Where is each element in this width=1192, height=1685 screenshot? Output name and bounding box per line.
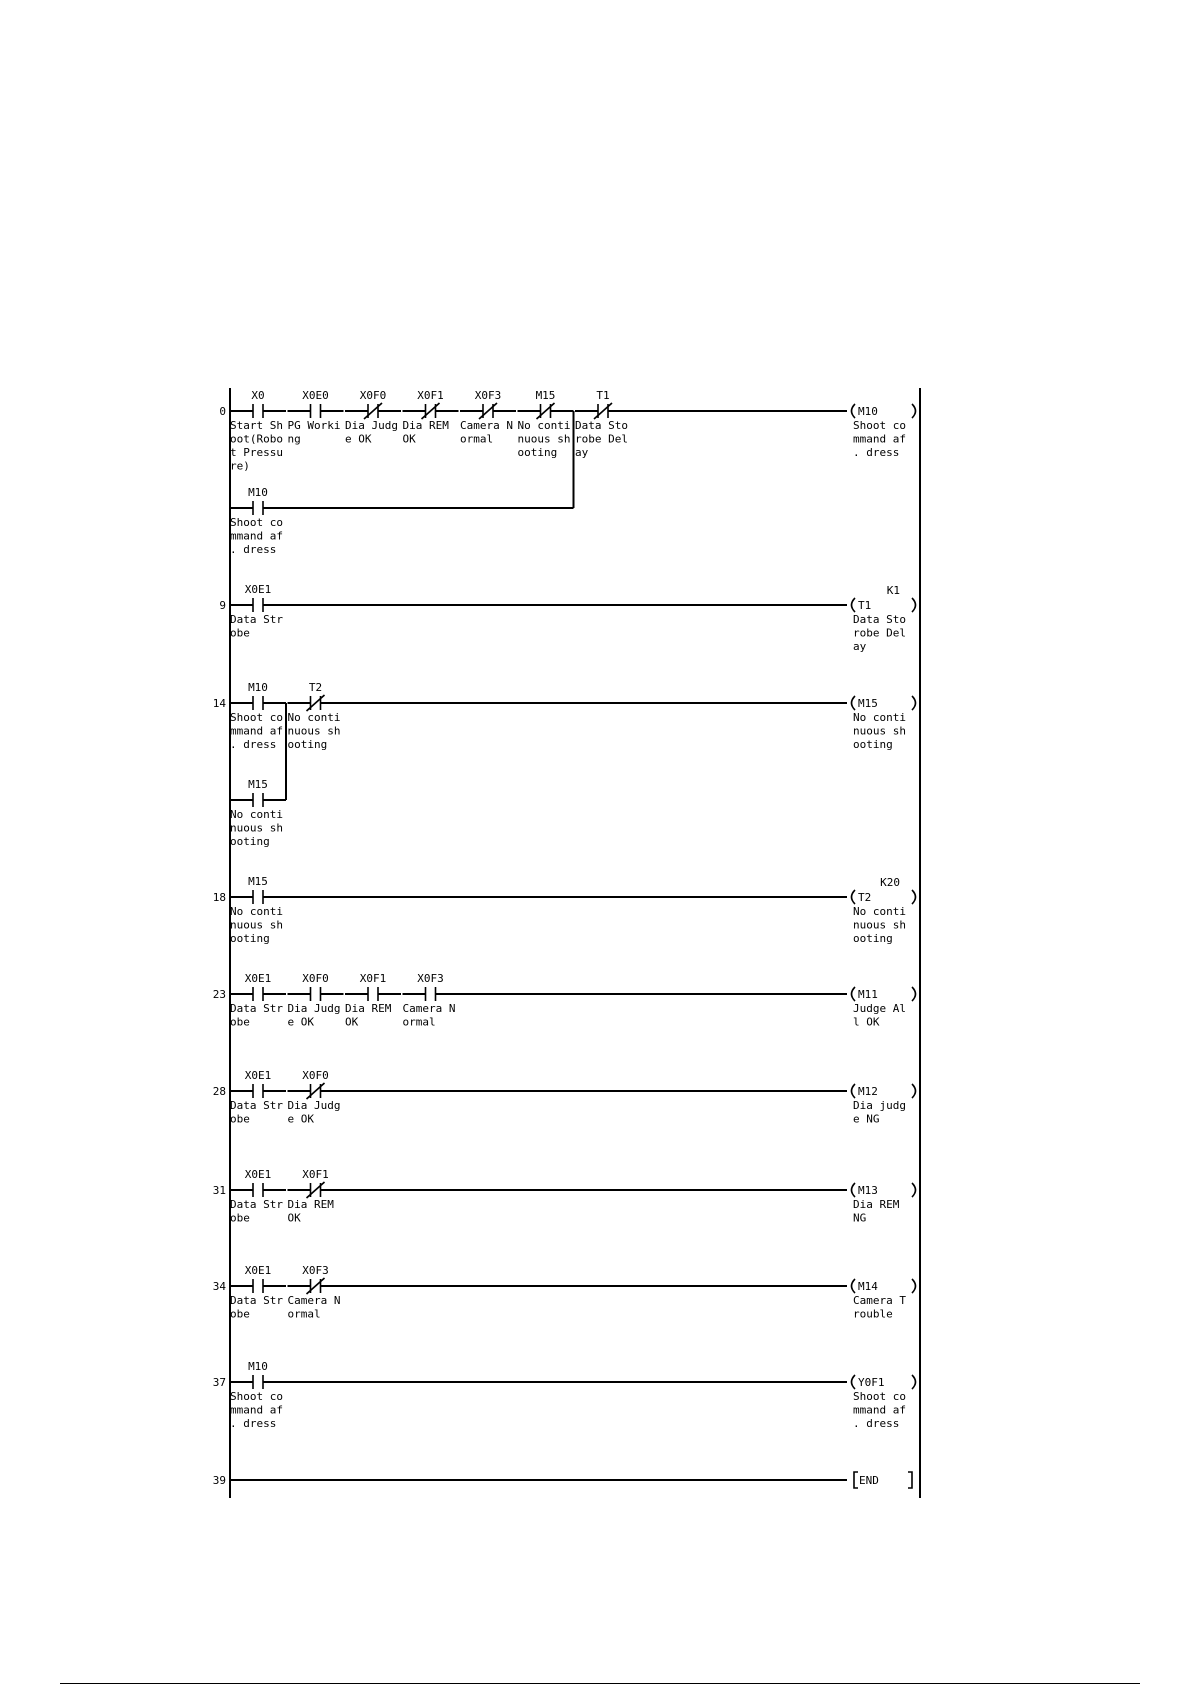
contact-address: M15 (535, 389, 556, 402)
contact-comment: Camera N (460, 419, 513, 432)
contact-comment: nuous sh (287, 724, 341, 738)
coil-address: T1 (858, 599, 872, 612)
coil-comment: l OK (853, 1015, 880, 1029)
coil-comment: ooting (853, 738, 893, 751)
contact-comment: No conti (230, 808, 283, 821)
coil-address: M15 (858, 697, 878, 710)
coil-comment: Shoot co (853, 1390, 906, 1403)
contact-comment: . dress (230, 1417, 277, 1430)
coil-comment: ay (853, 640, 867, 653)
contact-address: X0F1 (302, 1168, 329, 1181)
contact-comment: re) (230, 459, 250, 473)
coil-right-bracket (912, 987, 916, 1001)
contact-comment: obe (230, 1307, 250, 1321)
contact-address: X0E1 (244, 583, 272, 596)
contact-comment: ooting (230, 835, 270, 848)
contact-comment: Camera N (402, 1002, 456, 1015)
coil-comment: rouble (853, 1307, 893, 1321)
end-instruction: END (859, 1474, 879, 1487)
contact-comment: Dia Judg (287, 1002, 341, 1015)
contact-comment: OK (287, 1211, 301, 1225)
coil-address: T2 (858, 891, 872, 904)
contact-address: X0F3 (474, 389, 502, 402)
coil-right-bracket (912, 696, 916, 710)
contact-address: X0F3 (417, 972, 444, 985)
contact-comment: ng (287, 432, 301, 446)
contact-comment: ormal (402, 1015, 436, 1029)
coil-comment: . dress (853, 446, 900, 459)
rung-step-number: 39 (212, 1474, 226, 1487)
contact-address: X0E1 (244, 1264, 272, 1277)
contact-comment: e OK (287, 1112, 314, 1126)
rung-step-number: 23 (212, 988, 226, 1001)
contact-address: M15 (248, 875, 268, 888)
contact-comment: No conti (230, 905, 283, 918)
coil-comment: ooting (853, 932, 893, 945)
contact-comment: Shoot co (230, 1390, 283, 1403)
coil-comment: e NG (853, 1112, 880, 1126)
contact-address: X0F0 (302, 1069, 329, 1082)
contact-comment: Dia Judg (287, 1099, 341, 1112)
contact-address: X0F3 (302, 1264, 329, 1277)
coil-left-bracket (852, 890, 856, 904)
contact-comment: Dia REM (345, 1002, 392, 1015)
coil-comment: Camera T (853, 1294, 906, 1307)
rung-step-number: 37 (212, 1376, 226, 1389)
rung-step-number: 18 (212, 891, 226, 904)
contact-comment: nuous sh (230, 821, 283, 835)
contact-comment: obe (230, 626, 250, 640)
contact-comment: . dress (230, 543, 277, 556)
contact-comment: ay (575, 446, 589, 459)
contact-address: X0E1 (244, 1069, 272, 1082)
contact-comment: Data Str (230, 1002, 283, 1015)
coil-comment: robe Del (853, 626, 906, 640)
contact-address: M10 (248, 486, 268, 499)
contact-address: X0E1 (244, 972, 272, 985)
contact-comment: Dia REM (402, 419, 449, 432)
coil-right-bracket (912, 1375, 916, 1389)
contact-comment: ormal (287, 1307, 321, 1321)
coil-comment: Data Sto (853, 613, 906, 626)
contact-comment: . dress (230, 738, 277, 751)
contact-comment: robe Del (575, 432, 628, 446)
contact-address: X0F0 (302, 972, 329, 985)
contact-comment: ooting (517, 446, 558, 459)
coil-address: M13 (858, 1184, 878, 1197)
contact-comment: obe (230, 1015, 250, 1029)
rung-step-number: 9 (219, 599, 226, 612)
contact-address: M10 (248, 681, 268, 694)
rung-step-number: 14 (212, 697, 226, 710)
coil-comment: Dia REM (853, 1198, 900, 1211)
contact-address: X0F1 (417, 389, 444, 402)
contact-comment: OK (345, 1015, 359, 1029)
contact-comment: ooting (287, 738, 328, 751)
coil-left-bracket (852, 404, 856, 418)
contact-comment: nuous sh (230, 918, 283, 932)
contact-comment: No conti (287, 711, 341, 724)
contact-comment: Data Str (230, 1294, 283, 1307)
contact-comment: Data Sto (575, 419, 628, 432)
coil-comment: Dia judg (853, 1099, 906, 1112)
contact-address: X0F0 (359, 389, 387, 402)
coil-left-bracket (852, 696, 856, 710)
contact-comment: Dia Judg (345, 419, 398, 432)
contact-address: T1 (596, 389, 610, 402)
contact-comment: OK (402, 432, 416, 446)
end-right-bracket (908, 1472, 912, 1488)
contact-comment: Shoot co (230, 711, 283, 724)
coil-comment: mmand af (853, 432, 906, 446)
coil-left-bracket (852, 987, 856, 1001)
contact-address: M15 (248, 778, 268, 791)
contact-address: X0F1 (359, 972, 387, 985)
coil-address: M14 (858, 1280, 878, 1293)
coil-right-bracket (912, 1183, 916, 1197)
contact-comment: t Pressu (230, 446, 283, 459)
coil-right-bracket (912, 1279, 916, 1293)
contact-address: X0E0 (302, 389, 329, 402)
end-left-bracket (854, 1472, 858, 1488)
contact-comment: oot(Robo (230, 432, 283, 446)
contact-comment: No conti (517, 419, 571, 432)
contact-comment: Camera N (287, 1294, 341, 1307)
timer-constant: K1 (886, 584, 900, 597)
coil-comment: . dress (853, 1417, 900, 1430)
coil-address: M11 (858, 988, 878, 1001)
coil-comment: Shoot co (853, 419, 906, 432)
contact-address: M10 (248, 1360, 268, 1373)
coil-left-bracket (852, 1279, 856, 1293)
coil-left-bracket (852, 1183, 856, 1197)
contact-comment: Data Str (230, 613, 283, 626)
contact-comment: mmand af (230, 724, 283, 738)
contact-comment: Shoot co (230, 516, 283, 529)
contact-address: X0E1 (244, 1168, 272, 1181)
contact-comment: Data Str (230, 1198, 283, 1211)
contact-comment: e OK (345, 432, 372, 446)
contact-address: T2 (308, 681, 323, 694)
coil-comment: No conti (853, 711, 906, 724)
contact-comment: e OK (287, 1015, 314, 1029)
contact-comment: mmand af (230, 529, 283, 543)
coil-left-bracket (852, 1375, 856, 1389)
coil-right-bracket (912, 404, 916, 418)
contact-comment: obe (230, 1112, 250, 1126)
contact-comment: Data Str (230, 1099, 283, 1112)
contact-comment: Dia REM (287, 1198, 334, 1211)
coil-comment: nuous sh (853, 724, 906, 738)
timer-constant: K20 (880, 876, 900, 889)
coil-comment: mmand af (853, 1403, 906, 1417)
coil-left-bracket (852, 1084, 856, 1098)
coil-comment: nuous sh (853, 918, 906, 932)
contact-comment: nuous sh (517, 432, 571, 446)
contact-comment: mmand af (230, 1403, 283, 1417)
coil-left-bracket (852, 598, 856, 612)
coil-address: Y0F1 (858, 1376, 885, 1389)
coil-comment: NG (853, 1211, 867, 1225)
coil-comment: Judge Al (853, 1002, 906, 1015)
contact-comment: ormal (460, 432, 494, 446)
rung-step-number: 31 (212, 1184, 226, 1197)
contact-comment: obe (230, 1211, 250, 1225)
coil-address: M10 (858, 405, 878, 418)
rung-step-number: 0 (219, 405, 226, 418)
contact-address: X0 (251, 389, 265, 402)
coil-right-bracket (912, 890, 916, 904)
contact-comment: ooting (230, 932, 270, 945)
coil-address: M12 (858, 1085, 878, 1098)
coil-right-bracket (912, 598, 916, 612)
rung-step-number: 34 (212, 1280, 226, 1293)
contact-comment: Start Sh (230, 419, 283, 432)
coil-right-bracket (912, 1084, 916, 1098)
contact-comment: PG Worki (287, 419, 341, 432)
rung-step-number: 28 (212, 1085, 226, 1098)
page-footer-divider (60, 1683, 1140, 1684)
coil-comment: No conti (853, 905, 906, 918)
